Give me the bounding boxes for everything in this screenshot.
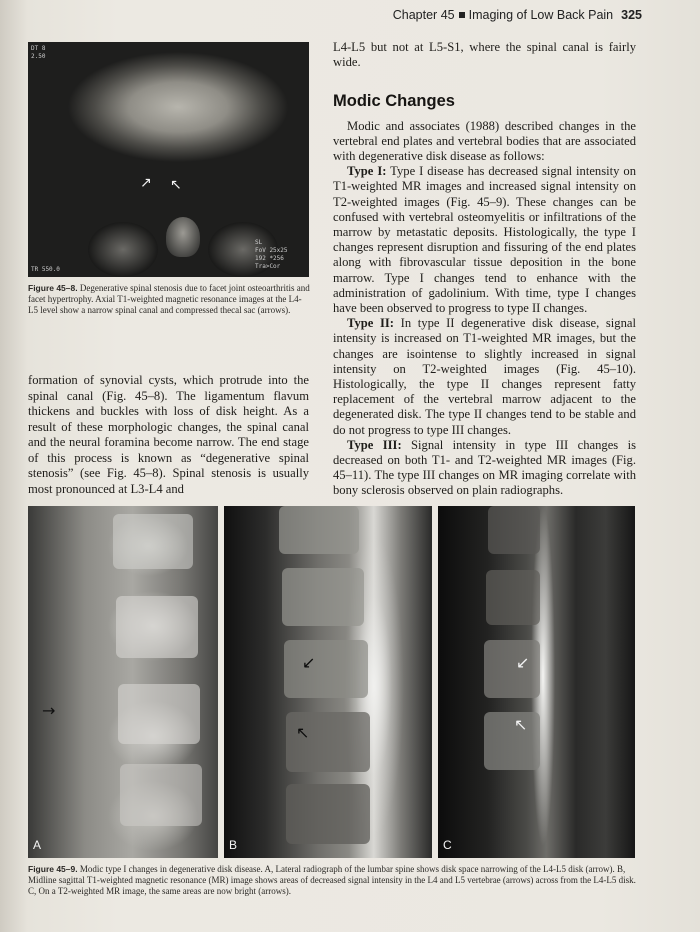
vertebral-body xyxy=(484,712,540,770)
figure-45-8-image xyxy=(28,42,309,277)
caption-text: Modic type I changes in degenerative disk disease. A, Lateral radiograph of the lumbar spine shows disk space narrowing of the L4-L5 disk (arrow). B, Midline sagittal T1-weighted magnetic resonance (MR) image shows areas of decreased signal intensity in the L4 and L5 vertebrae (arrows) across from the L4-L5 disk. C, On a T2-weighted MR image, the same areas are now bright (arrows). xyxy=(28,864,636,896)
mri-overlay-line: 192 *256 xyxy=(255,255,284,262)
left-column xyxy=(28,373,309,497)
type-1-paragraph xyxy=(333,164,636,316)
body-paragraph: Modic and associates (1988) described changes in the vertebral end plates and vertebral bodies that are associated with degenerative disk disease as follows: xyxy=(333,118,636,164)
caption-text: Degenerative spinal stenosis due to facet joint osteoarthritis and facet hypertrophy. Axial T1-weighted magnetic resonance images at the L4-L5 level show a narrow spinal canal and compressed thecal sac (arrows). xyxy=(28,283,310,315)
type-1-text: Type I disease has decreased signal intensity on T1-weighted MR images and increased signal intensity on T2-weighted images (Fig. 45–9). These changes can be confused with vertebral osteomyelitis or infiltrations of the marrow by metastatic deposits. Histologically, the type I changes represent disruption and fissuring of the end plates along with fibrovascular tissue deposition in the bone marrow. Type I changes tend to enhance with the administration of gadolinium. With time, type I changes have been observed to progress to type II changes. xyxy=(333,164,636,316)
body-paragraph: formation of synovial cysts, which protrude into the spinal canal (Fig. 45–8). The ligamentum flavum thickens and buckles with loss of disk height. As a result of these morphologic changes, the spinal canal and the neural foramina become narrow. The end stage of this process is known as “degenerative spinal stenosis” (see Fig. 45–8). Spinal stenosis is usually most pronounced at L3-L4 and xyxy=(28,373,309,496)
arrow-icon: ↖ xyxy=(514,715,528,734)
vertebral-body xyxy=(282,568,364,626)
figure-45-9-panel-c xyxy=(438,506,635,858)
type-2-text: In type II degenerative disk disease, signal intensity is increased on T1-weighted MR images, but the changes are isointense to slightly increased in signal intensity on T2-weighted images (Fig. 45–10). Histologically, the type II changes represent fatty replacement of the vertebral marrow adjacent to the degenerated disk. The type II changes tend to be stable and do not progress to type III changes. xyxy=(333,316,636,437)
mri-overlay-line: 2.50 xyxy=(31,53,46,60)
figure-45-9-panel-a xyxy=(28,506,218,858)
type-3-text: Signal intensity in type III changes is decreased on both T1- and T2-weighted MR images (Fig. 45–11). The type III changes on MR imaging correlate with bony sclerosis observed on plain radiographs. xyxy=(333,437,637,498)
figure-label: Figure 45–8. xyxy=(28,283,78,293)
mri-overlay-bottom-right xyxy=(255,239,305,271)
body-paragraph: L4-L5 but not at L5-S1, where the spinal canal is fairly wide. xyxy=(333,40,636,70)
figure-45-9-caption xyxy=(28,864,640,897)
arrow-icon: ↙ xyxy=(302,653,316,672)
chapter-number: Chapter 45 xyxy=(392,8,455,22)
vertebral-body xyxy=(484,640,540,698)
mri-overlay-bottom-left: TR 550.0 xyxy=(31,266,60,273)
vertebral-body xyxy=(488,506,540,554)
arrow-icon: ↗ xyxy=(140,175,152,191)
vertebral-body xyxy=(286,712,370,772)
arrow-icon: ↖ xyxy=(170,177,182,193)
mri-overlay-line: FoV 25x25 xyxy=(255,247,288,254)
vertebral-body xyxy=(486,570,540,625)
vertebral-body xyxy=(116,596,198,658)
vertebral-body xyxy=(120,764,202,826)
type-2-label: Type II: xyxy=(347,316,394,331)
mri-overlay-line: DT 8 xyxy=(31,45,46,52)
type-3-paragraph xyxy=(333,438,636,499)
left-facet-joint xyxy=(88,222,158,277)
figure-45-9-panel-b xyxy=(224,506,432,858)
square-bullet-icon xyxy=(459,12,465,18)
panel-label: B xyxy=(229,838,238,852)
section-heading: Modic Changes xyxy=(333,92,455,111)
arrow-icon: ↖ xyxy=(296,723,310,742)
figure-45-8-caption xyxy=(28,283,311,316)
type-2-paragraph xyxy=(333,316,636,438)
vertebral-body xyxy=(284,640,368,698)
chapter-title: Imaging of Low Back Pain xyxy=(468,8,614,22)
spinal-canal xyxy=(166,217,200,257)
type-1-label: Type I: xyxy=(347,164,387,179)
figure-label: Figure 45–9. xyxy=(28,864,78,874)
page-number: 325 xyxy=(621,8,642,22)
right-column xyxy=(333,40,636,499)
vertebral-body xyxy=(279,506,359,554)
mri-overlay-top-left xyxy=(31,45,45,61)
type-3-label: Type III: xyxy=(347,437,402,452)
vertebral-body xyxy=(118,684,200,744)
vertebral-body xyxy=(113,514,193,569)
running-head xyxy=(393,8,642,22)
mri-overlay-line: Tra>Cor xyxy=(255,263,281,270)
arrow-icon: → xyxy=(42,701,56,720)
panel-label: C xyxy=(443,838,452,852)
panel-label: A xyxy=(33,838,42,852)
arrow-icon: ↙ xyxy=(516,653,530,672)
mri-overlay-line: SL xyxy=(255,239,263,246)
vertebral-body xyxy=(286,784,370,844)
